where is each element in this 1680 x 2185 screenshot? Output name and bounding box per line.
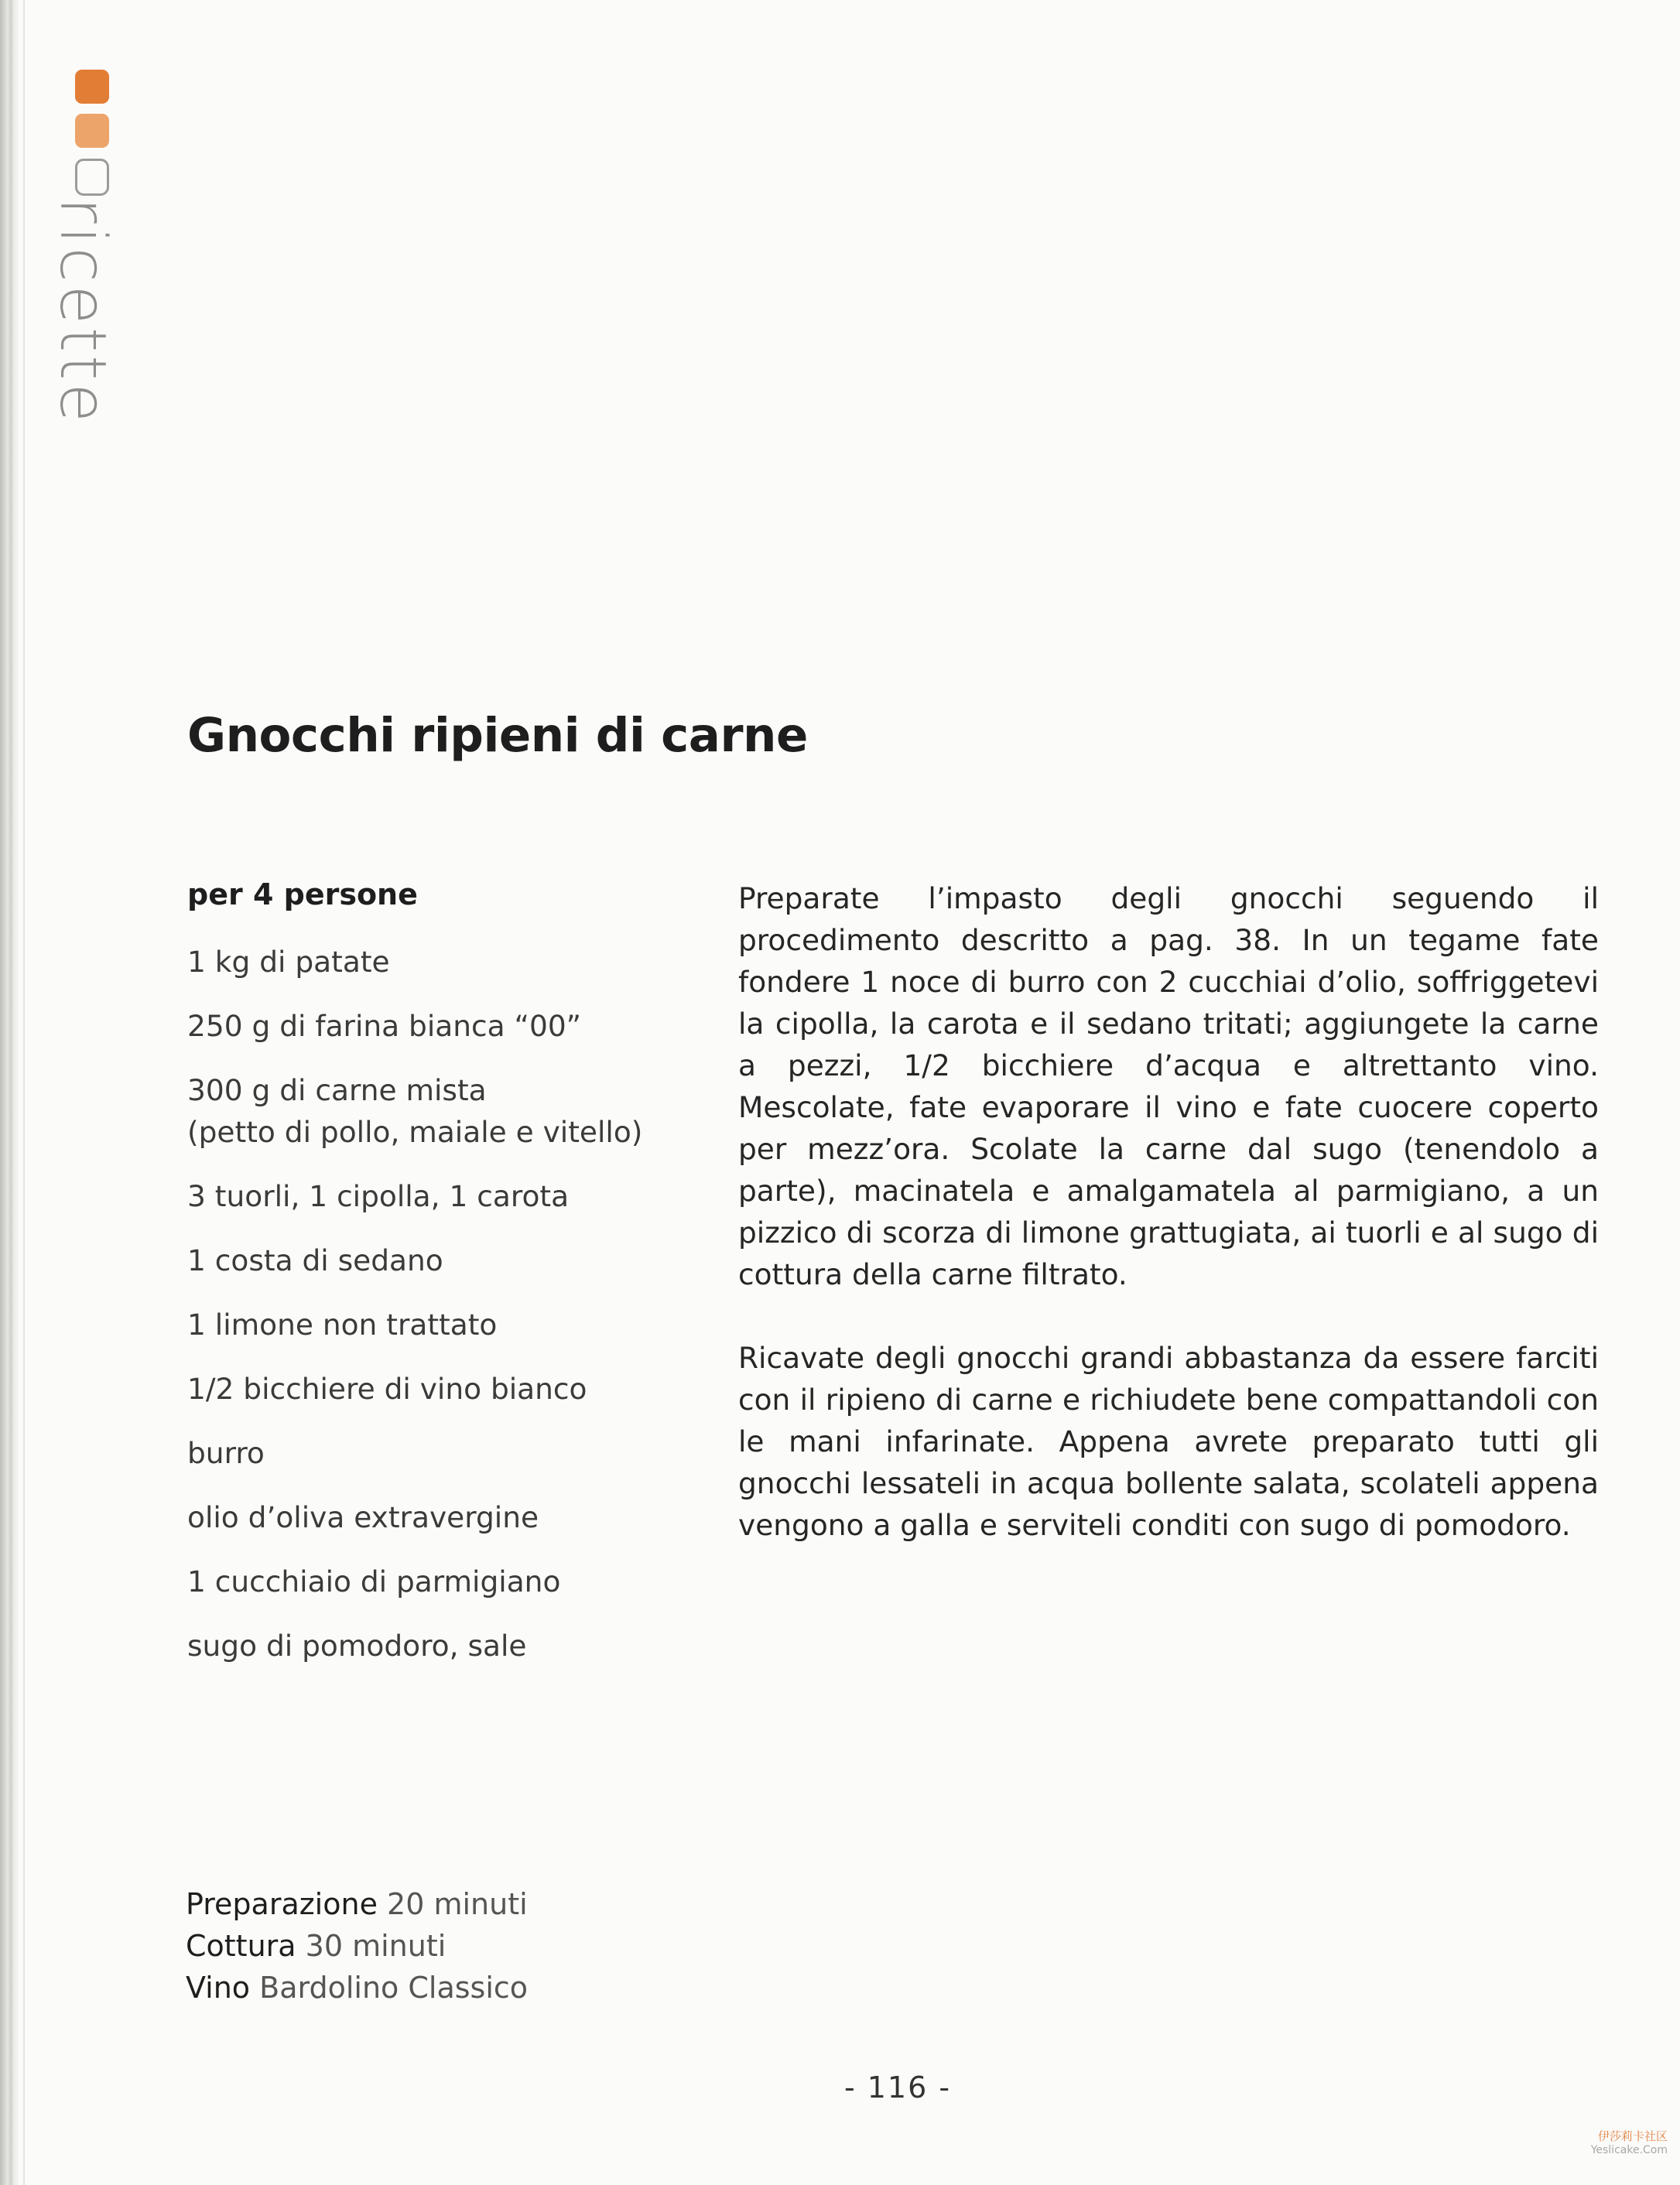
ingredient-item: sugo di pomodoro, sale — [187, 1629, 527, 1663]
binding-shadow-line — [23, 0, 25, 2185]
page-number: - 116 - — [843, 2070, 952, 2105]
servings-heading: per 4 persone — [187, 877, 418, 911]
section-square-filled-light — [75, 114, 109, 148]
wine-value: Bardolino Classico — [259, 1971, 529, 2005]
wine-label: Vino — [186, 1971, 251, 2005]
ingredient-item: burro — [187, 1436, 265, 1470]
cook-label: Cottura — [186, 1929, 296, 1963]
method-paragraph: Preparate l’impasto degli gnocchi seguendo il procedimento descritto a pag. 38. In un tegame fate fondere 1 noce di burro con 2 cucchiai d’olio, soffriggetevi la cipolla, la carota e il sedano tritati; aggiungete la carne a pezzi, 1/2 bicchiere d’acqua e altrettanto vino. Mescolate, fate evaporare il vino e fate cuocere coperto per mezz’ora. Scolate la carne dal sugo (tenendolo a parte), macinatela e amalgamatela al parmigiano, a un pizzico di scorza di limone grattugiata, ai tuorli e al sugo di cottura della carne filtrato. — [738, 881, 1599, 1291]
prep-time — [186, 1883, 528, 1925]
ingredient-item: 250 g di farina bianca “00” — [187, 1009, 582, 1043]
ingredient-list — [187, 941, 642, 1689]
wine-pairing — [186, 1967, 528, 2009]
section-square-outline — [75, 159, 109, 196]
ingredient-item: 1 limone non trattato — [187, 1308, 498, 1342]
prep-value: 20 minuti — [387, 1887, 528, 1921]
cook-time — [186, 1925, 528, 1967]
ingredient-item — [187, 1069, 642, 1111]
ingredient-item: 1/2 bicchiere di vino bianco — [187, 1372, 587, 1406]
method-text — [738, 877, 1599, 1588]
recipe-title: Gnocchi ripieni di carne — [187, 708, 808, 763]
prep-label: Preparazione — [186, 1887, 378, 1921]
watermark-cn: 伊莎莉卡社区 — [1597, 2129, 1668, 2143]
ingredient-item: olio d’oliva extravergine — [187, 1500, 539, 1534]
method-paragraph: Ricavate degli gnocchi grandi abbastanza da essere farciti con il ripieno di carne e richiudete bene compattandoli con le mani infarinate. Appena avrete preparato tutti gli gnocchi lessateli in acqua bollente salata, scolateli appena vengono a galla e serviteli conditi con sugo di pomodoro. — [738, 1341, 1599, 1542]
book-binding-edge — [0, 0, 19, 2185]
section-label: ricette — [46, 197, 119, 426]
watermark-en: Yeslicake.Com — [1590, 2143, 1668, 2156]
section-square-filled-dark — [75, 70, 109, 104]
ingredient-line: 300 g di carne mista — [187, 1073, 487, 1107]
cook-value: 30 minuti — [305, 1929, 447, 1963]
ingredient-item: 1 kg di patate — [187, 945, 390, 979]
recipe-info — [186, 1883, 528, 2009]
ingredient-item: 1 costa di sedano — [187, 1243, 443, 1277]
ingredient-item-continuation: (petto di pollo, maiale e vitello) — [187, 1115, 643, 1149]
watermark — [1540, 2129, 1668, 2157]
ingredient-item: 3 tuorli, 1 cipolla, 1 carota — [187, 1179, 570, 1213]
ingredient-item: 1 cucchiaio di parmigiano — [187, 1564, 561, 1599]
